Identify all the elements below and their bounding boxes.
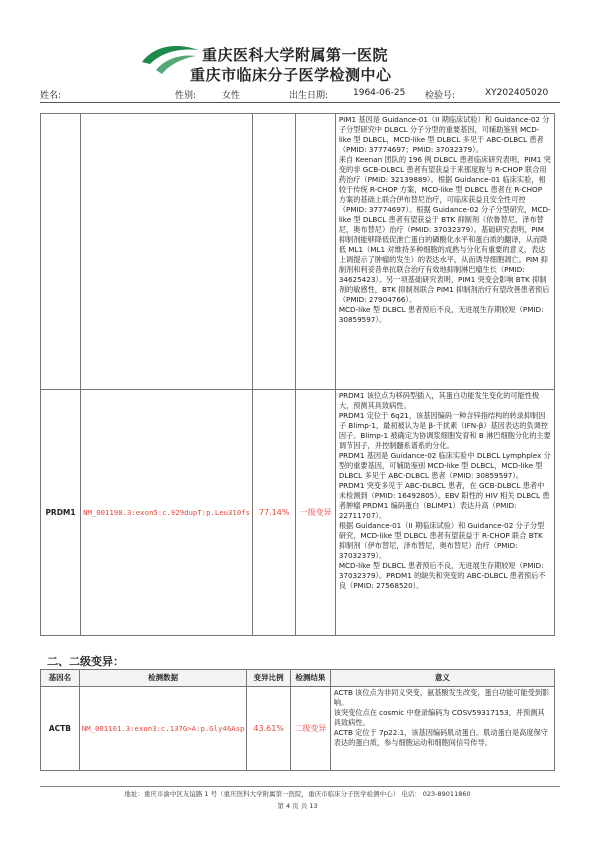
- table-row: [41, 687, 555, 771]
- dob-value: 1964-06-25: [353, 88, 406, 98]
- patient-info-bar: [0, 88, 595, 102]
- gene-cell: [41, 114, 81, 390]
- footer-divider: [40, 786, 560, 787]
- meaning-paragraph: PRDM1 该位点为移码型插入，其蛋白功能发生变化的可能性极大，预测其具致病性。: [338, 391, 540, 410]
- ratio-cell: 77.14%: [253, 390, 296, 636]
- footer-address: 地址：重庆市渝中区友谊路 1 号（重庆医科大学附属第一医院，重庆市临床分子医学检测中心） 电话： 023-89011860: [124, 790, 471, 798]
- meaning-paragraph: ACTB 定位于 7p22.1，该基因编码肌动蛋白。肌动蛋白是高度保守表达的蛋白质，参与细胞运动和细胞间信号传导。: [333, 728, 548, 747]
- gender-value: 女性: [222, 91, 241, 101]
- result-cell: 一级变异: [296, 390, 335, 636]
- meaning-cell: [330, 687, 554, 771]
- name-label: 姓名:: [40, 91, 62, 101]
- ratio-cell: 43.61%: [247, 687, 291, 771]
- col-header-result: 检测结果: [290, 670, 330, 687]
- meaning-paragraph: PRDM1 定位于 6q21，该基因编码一种含锌指结构的转录抑制因子 Blimp-1，最初被认为是 β-干扰素（IFN-β）基因表达的负调控因子。Blimp-1 被确定为协调浆细胞发育和 B 淋巴细胞分化的主要调节因子，并控制髓系谱系的分化。: [338, 411, 551, 450]
- table-row: [41, 114, 555, 390]
- page-number: 第 4 页 共 13: [277, 802, 318, 810]
- table-header-row: [41, 670, 555, 687]
- col-header-meaning: 意义: [330, 670, 554, 687]
- meaning-cell: [335, 114, 554, 390]
- meaning-paragraph: PIM1 基因是 Guidance-01（II 期临床试验）和 Guidance-02 分子分型研究中 DLBCL 分子分型的重要基因，可辅助鉴别 MCD-like 型 DLBCL，MCD-like 型 DLBCL 多见于 ABC-DLBCL 患者（PMID: 37774697；PMID: 37032379）。: [338, 115, 550, 154]
- hospital-name: 重庆医科大学附属第一医院: [202, 46, 389, 64]
- dob-label: 出生日期:: [289, 91, 329, 101]
- table-row: [41, 390, 555, 636]
- level1-variants-table: [40, 113, 555, 636]
- meaning-paragraph: MCD-like 型 DLBCL 患者预后不良，无进展生存期较短（PMID: 37032379）。PRDM1 的缺失和突变的 ABC-DLBCL 患者预后不良（PMID: 27568520）。: [338, 561, 546, 590]
- meaning-paragraph: PRDM1 基因是 Guidance-02 临床实验中 DLBCL Lymphplex 分型的重要基因，可辅助鉴别 MCD-like 型 DLBCL，MCD-like 型 DLBCL 多见于 ABC-DLBCL 患者（PMID: 30859597）。: [338, 451, 551, 480]
- section-title: 二、二级变异：: [47, 655, 124, 668]
- col-header-ratio: 变异比例: [247, 670, 291, 687]
- gene-cell: ACTB: [41, 687, 80, 771]
- gene-cell: PRDM1: [41, 390, 81, 636]
- id-value: XY202405020: [485, 88, 549, 98]
- meaning-paragraph: PRDM1 突变多见于 ABC-DLBCL 患者，在 GCB-DLBCL 患者中未检测到（PMID: 16492805）。EBV 阳性的 HIV 相关 DLBCL 患者肿瘤 PRDM1 编码蛋白（BLIMP1）表达升高（PMID: 22711707）。: [338, 481, 550, 520]
- meaning-paragraph: 来自 Keenan 团队的 196 例 DLBCL 患者临床研究表明，PIM1 突变的非 GCB-DLBCL 患者有望获益于来那度胺与 R-CHOP 联合用药治疗（PMID: 32139889）。根据 Guidance-01 临床实验，相较于传统 R-CHOP 方案，MCD-like 型 DLBCL 患者在 R-CHOP 方案的基础上联合伊布替尼治疗，可临床获益且安全性可控（PMID: 37774697）。根据 Guidance-02 分子分型研究，MCD-like 型 DLBCL 患者有望获益于 BTK 抑制剂（依鲁替尼，泽布替尼，奥布替尼）治疗（PMID: 37032379）。基础研究表明，PIM 抑制剂能够降低促泄亡蛋白的磷酸化水平和蛋白质的翻译，从而降低 ML1（ML1 对维持多种细胞的成熟与分化有重要的意义，表达上调提示了肿瘤的发生）的表达水平，从而诱导细胞凋亡。PIM 抑制剂和利妥昔单抗联合治疗有效地抑制淋巴瘤生长（PMID: 34625423）。另一项基础研究表明，PIM1 突变会影响 BTK 抑制剂的敏感性，BTK 抑制剂联合 PIM1 抑制剂治疗有望改善患者预后（PMID: 27904766）。: [338, 155, 551, 304]
- col-header-gene: 基因名: [41, 670, 80, 687]
- meaning-paragraph: 根据 Guidance-01（II 期临床试验）和 Guidance-02 分子分型研究，MCD-like 型 DLBCL 患者有望获益于 R-CHOP 联合 BTK 抑制剂（伊布替尼，泽布替尼，奥布替尼）治疗（PMID: 37032379）。: [338, 521, 545, 560]
- result-cell: [296, 114, 335, 390]
- meaning-paragraph: ACTB 该位点为非同义突变，氨基酸发生改变，蛋白功能可能受到影响。: [333, 688, 550, 707]
- col-header-variant: 检测数据: [79, 670, 247, 687]
- meaning-cell: [335, 390, 554, 636]
- meaning-paragraph: MCD-like 型 DLBCL 患者预后不良，无进展生存期较短（PMID: 30859597）。: [338, 305, 544, 324]
- variant-cell: [81, 114, 253, 390]
- variant-cell: NM_001198.3:exon5:c.929dupT:p.Leu310fs: [81, 390, 253, 636]
- center-name: 重庆市临床分子医学检测中心: [190, 66, 392, 84]
- id-label: 检验号:: [425, 91, 456, 101]
- ratio-cell: [253, 114, 296, 390]
- level2-variants-table: [40, 669, 555, 771]
- meaning-paragraph: 该突变位点在 cosmic 中登录编码为 COSV59317153，并预测其具致病性。: [333, 708, 545, 727]
- header-divider: [40, 102, 560, 103]
- result-cell: 二级变异: [290, 687, 330, 771]
- gender-label: 性别:: [175, 91, 197, 101]
- variant-cell: NM_001101.3:exon3:c.137G>A:p.Gly46Asp: [79, 687, 247, 771]
